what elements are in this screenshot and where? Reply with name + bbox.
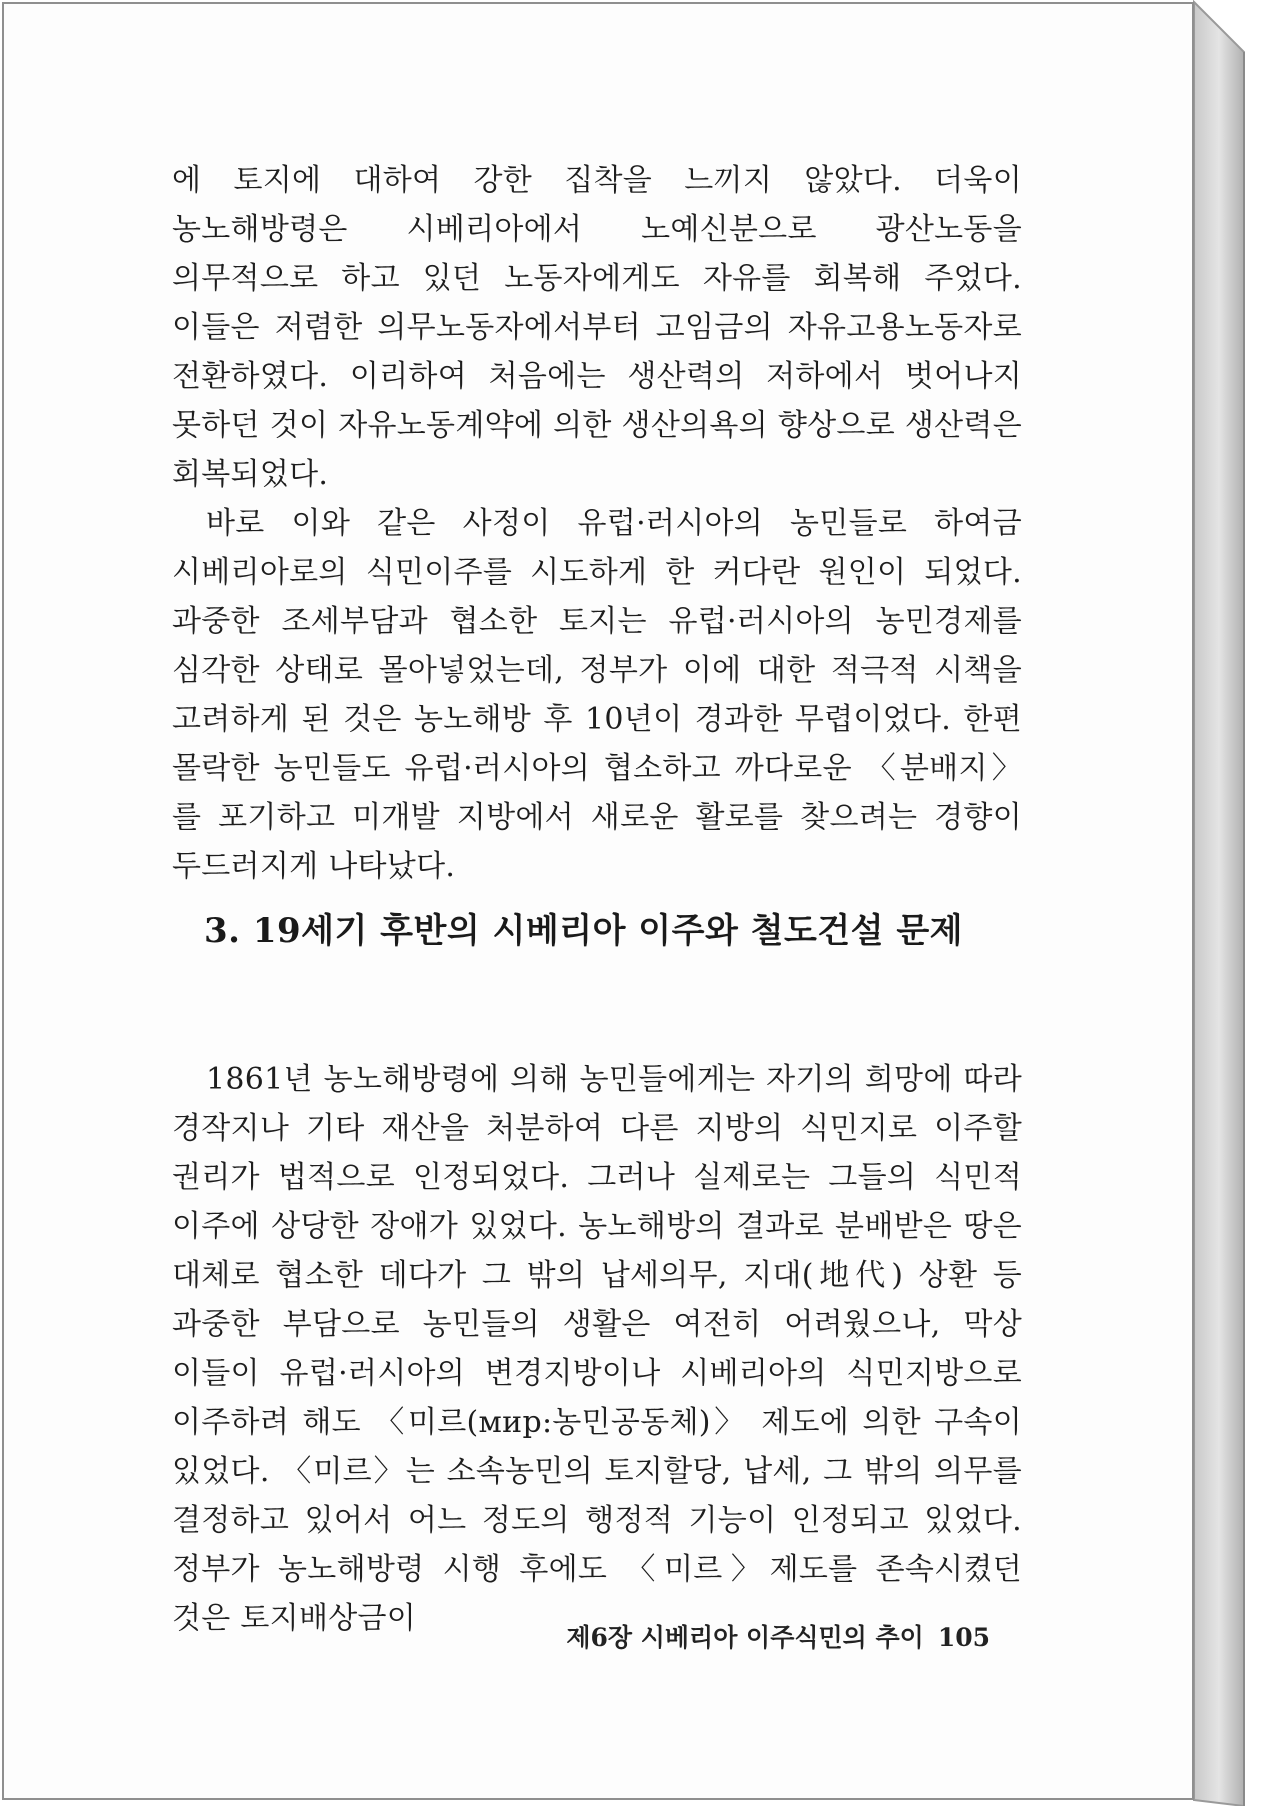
running-title: 제6장 시베리아 이주식민의 추이 xyxy=(566,1623,924,1652)
paragraph: 에 토지에 대하여 강한 집착을 느끼지 않았다. 더욱이 농노해방령은 시베리아에서 노예신분으로 광산노동을 의무적으로 하고 있던 노동자에게도 자유를 회복해 주었다. 이들은 저렴한 의무노동자에서부터 고임금의 자유고용노동자로 전환하였다. 이리하여 처음에는 생산력의 저하에서 벗어나지 못하던 것이 자유노동계약에 의한 생산의욕의 향상으로 생산력은 회복되었다. xyxy=(172,163,1022,492)
page-number: 105 xyxy=(937,1623,990,1652)
page-body-bottom xyxy=(172,1055,1022,1643)
section-heading: 3. 19세기 후반의 시베리아 이주와 철도건설 문제 xyxy=(204,911,964,951)
page-body-top xyxy=(172,156,1022,891)
paragraph: 1861년 농노해방령에 의해 농민들에게는 자기의 희망에 따라 경작지나 기타 재산을 처분하여 다른 지방의 식민지로 이주할 권리가 법적으로 인정되었다. 그러나 실제로는 그들의 식민적 이주에 상당한 장애가 있었다. 농노해방의 결과로 분배받은 땅은 대체로 협소한 데다가 그 밖의 납세의무, 지대(地代) 상환 등 과중한 부담으로 농민들의 생활은 여전히 어려웠으나, 막상 이들이 유럽·러시아의 변경지방이나 시베리아의 식민지방으로 이주하려 해도 〈미르(мир:농민공동체)〉 제도에 의한 구속이 있었다. 〈미르〉는 소속농민의 토지할당, 납세, 그 밖의 의무를 결정하고 있어서 어느 정도의 행정적 기능이 인정되고 있었다. 정부가 농노해방령 시행 후에도 〈미르〉제도를 존속시켰던 것은 토지배상금이 xyxy=(172,1062,1022,1636)
paragraph: 바로 이와 같은 사정이 유럽·러시아의 농민들로 하여금 시베리아로의 식민이주를 시도하게 한 커다란 원인이 되었다. 과중한 조세부담과 협소한 토지는 유럽·러시아의 농민경제를 심각한 상태로 몰아넣었는데, 정부가 이에 대한 적극적 시책을 고려하게 된 것은 농노해방 후 10년이 경과한 무렵이었다. 한편 몰락한 농민들도 유럽·러시아의 협소하고 까다로운 〈분배지〉를 포기하고 미개발 지방에서 새로운 활로를 찾으려는 경향이 두드러지게 나타났다. xyxy=(172,506,1022,884)
page-footer xyxy=(0,1618,990,1654)
